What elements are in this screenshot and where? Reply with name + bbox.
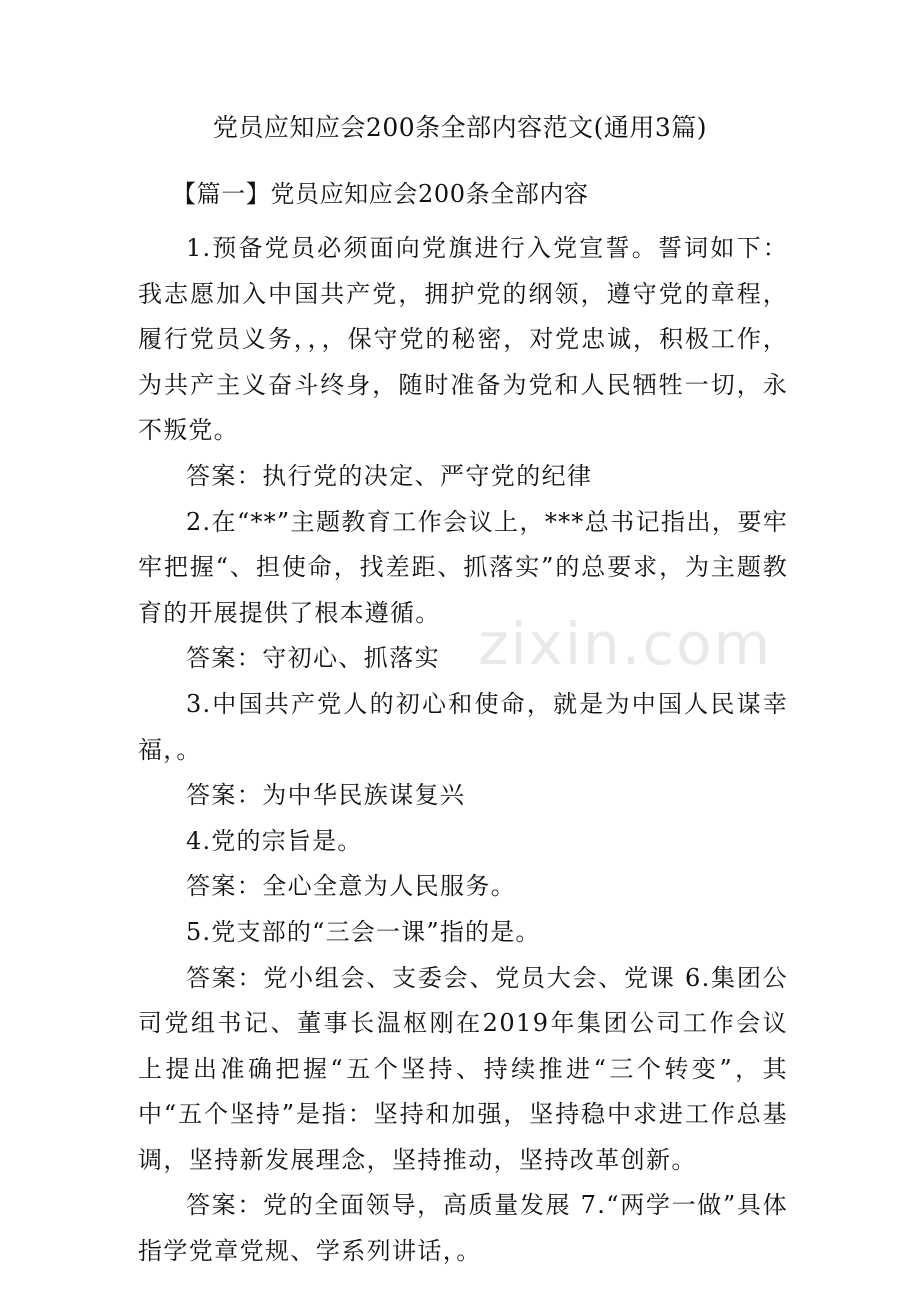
answer-paragraph-2: 答案：守初心、抓落实 xyxy=(186,644,440,673)
document-body xyxy=(138,226,788,1275)
answer-paragraph-1: 答案：执行党的决定、严守党的纪律 xyxy=(186,461,593,490)
answer-paragraph-6: 答案：党的全面领导，高质量发展 7.“两学一做”具体指学党章党规、学系列讲话，。 xyxy=(138,1191,788,1266)
question-paragraph-2: 2.在“**”主题教育工作会议上，***总书记指出，要牢牢把握“、担使命，找差距、抓落实”的总要求，为主题教育的开展提供了根本遵循。 xyxy=(138,507,788,627)
question-paragraph-1: 1.预备党员必须面向党旗进行入党宣誓。誓词如下：我志愿加入中国共产党，拥护党的纲领，遵守党的章程，履行党员义务，，，保守党的秘密，对党忠诚，积极工作，为共产主义奋斗终身，随时准备为党和人民牺牲一切，永不叛党。 xyxy=(138,234,788,445)
watermark: zixin.com xyxy=(478,610,773,678)
answer-paragraph-5: 答案：党小组会、支委会、党员大会、党课 6.集团公司党组书记、董事长温枢刚在2019年集团公司工作会议上提出准确把握“五个坚持、持续推进“三个转变”，其中“五个坚持”是指：坚持和加强，坚持稳中求进工作总基调，坚持新发展理念，坚持推动，坚持改革创新。 xyxy=(138,963,788,1174)
question-paragraph-4: 4.党的宗旨是。 xyxy=(186,826,363,855)
answer-paragraph-4: 答案：全心全意为人民服务。 xyxy=(186,872,517,901)
document-title: 党员应知应会200条全部内容范文(通用3篇) xyxy=(212,113,708,142)
answer-paragraph-3: 答案：为中华民族谋复兴 xyxy=(186,781,466,810)
question-paragraph-5: 5.党支部的“三会一课”指的是。 xyxy=(186,917,541,946)
question-paragraph-3: 3.中国共产党人的初心和使命，就是为中国人民谋幸福，。 xyxy=(138,689,788,764)
section-heading: 【篇一】党员应知应会200条全部内容 xyxy=(172,180,589,208)
